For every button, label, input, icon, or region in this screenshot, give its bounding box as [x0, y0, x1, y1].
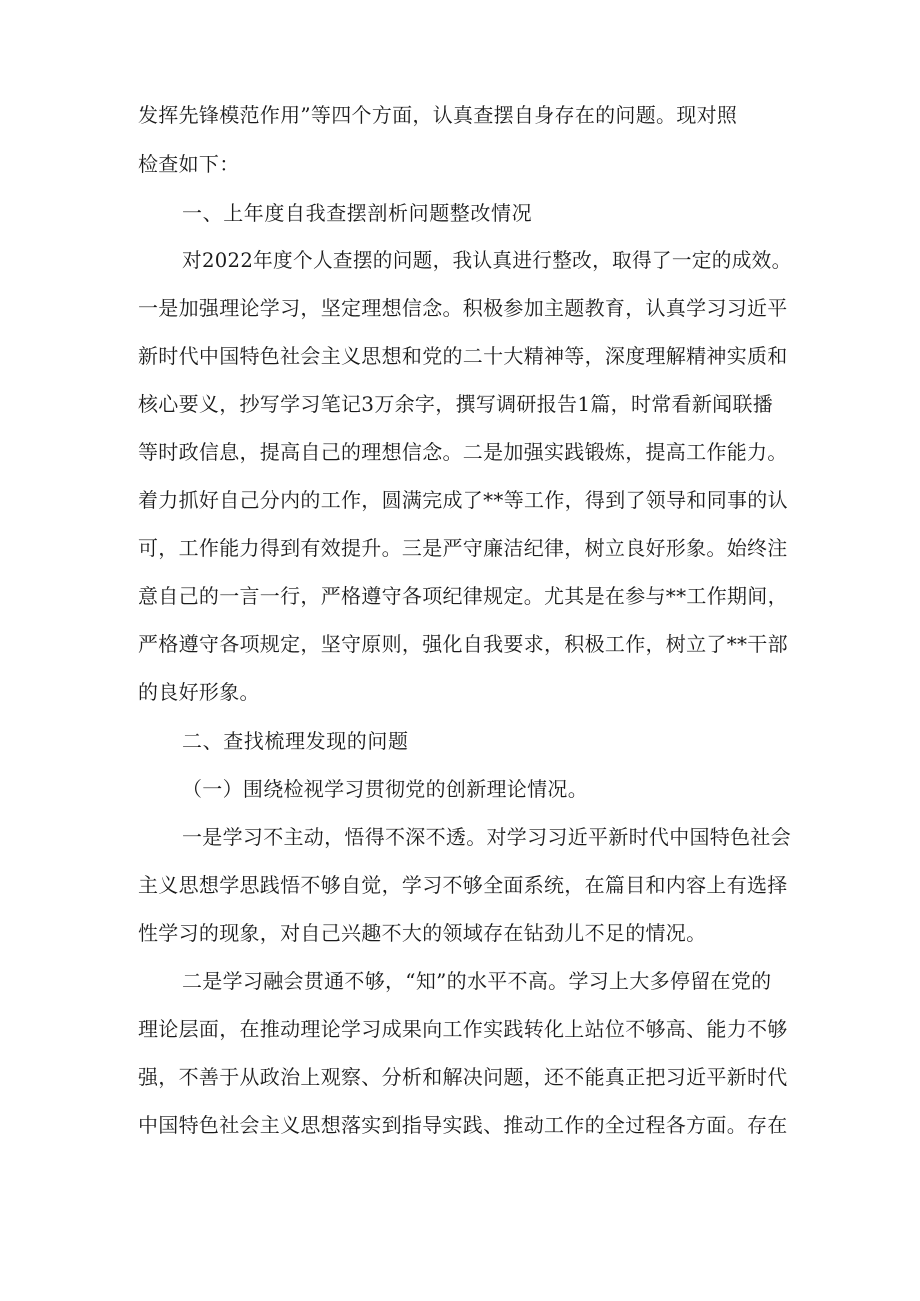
text-line: 一是学习不主动，悟得不深不透。对学习习近平新时代中国特色社会	[182, 825, 791, 849]
text-line: 对2022年度个人查摆的问题，我认真进行整改，取得了一定的成效。	[182, 248, 792, 272]
text-line: 核心要义，抄写学习笔记3万余字，撰写调研报告1篇，时常看新闻联播	[138, 392, 774, 416]
section-heading: 一、上年度自我查摆剖析问题整改情况	[182, 201, 533, 225]
text-line: 一是加强理论学习，坚定理想信念。积极参加主题教育，认真学习习近平	[138, 296, 788, 320]
text-line: 新时代中国特色社会主义思想和党的二十大精神等，深度理解精神实质和	[138, 344, 788, 368]
text-line: 理论层面，在推动理论学习成果向工作实践转化上站位不够高、能力不够	[138, 1017, 788, 1041]
text-line: 严格遵守各项规定，坚守原则，强化自我要求，积极工作，树立了**干部	[138, 632, 788, 656]
text-line: 等时政信息，提高自己的理想信念。二是加强实践锻炼，提高工作能力。	[138, 440, 788, 464]
text-line: 可，工作能力得到有效提升。三是严守廉洁纪律，树立良好形象。始终注	[138, 536, 788, 560]
text-line: 检查如下：	[138, 152, 240, 176]
text-line: 着力抓好自己分内的工作，圆满完成了**等工作，得到了领导和同事的认	[138, 488, 788, 512]
text-line: 主义思想学思践悟不够自觉，学习不够全面系统，在篇目和内容上有选择	[138, 873, 788, 897]
text-line: 强，不善于从政治上观察、分析和解决问题，还不能真正把习近平新时代	[138, 1065, 788, 1089]
text-line: 二是学习融会贯通不够，“知”的水平不高。学习上大多停留在党的	[182, 969, 772, 993]
subsection-heading: （一）围绕检视学习贯彻党的创新理论情况。	[182, 777, 588, 801]
section-heading: 二、查找梳理发现的问题	[182, 729, 409, 753]
text-line: 意自己的一言一行，严格遵守各项纪律规定。尤其是在参与**工作期间，	[138, 584, 788, 608]
text-line: 发挥先锋模范作用”等四个方面，认真查摆自身存在的问题。现对照	[138, 103, 738, 127]
text-line: 的良好形象。	[138, 680, 260, 704]
text-line: 中国特色社会主义思想落实到指导实践、推动工作的全过程各方面。存在	[138, 1113, 788, 1137]
text-line: 性学习的现象，对自己兴趣不大的领域存在钻劲儿不足的情况。	[138, 921, 707, 945]
